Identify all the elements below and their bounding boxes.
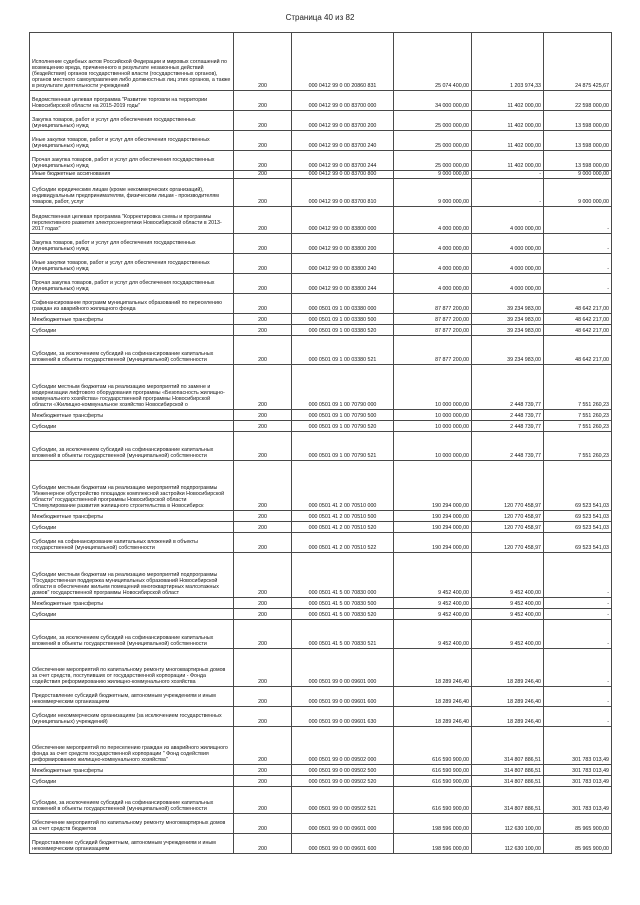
row-approved-cell: 9 452 400,00: [394, 553, 472, 598]
row-name-cell: Субсидии, за исключением субсидий на софинансирование капитальных вложений в объекты государственной (муниципальной) собственности: [30, 620, 234, 649]
row-budget-code-cell: 000 0412 99 0 00 83700 800: [292, 171, 394, 179]
row-approved-cell: 18 289 246,40: [394, 707, 472, 727]
row-executed-cell: 314 807 886,51: [472, 765, 544, 776]
row-line-code-cell: 200: [234, 111, 292, 131]
row-approved-cell: 18 289 246,40: [394, 687, 472, 707]
table-row: [30, 687, 612, 707]
row-name-cell: Субсидии, за исключением субсидий на софинансирование капитальных вложений в объекты государственной (муниципальной) собственности: [30, 787, 234, 814]
row-name-cell: Субсидии местным бюджетам на реализацию мероприятий подпрограммы "Инженерное обустройство площадок комплексной застройки Новосибирской области" государственной программы Новосибирской области "Стимулирование развития жилищного строительства в Новосибирск: [30, 461, 234, 511]
table-row: [30, 151, 612, 171]
row-budget-code-cell: 000 0501 41 2 00 70510 520: [292, 522, 394, 533]
row-budget-code-cell: 000 0501 09 1 00 70790 500: [292, 410, 394, 421]
row-approved-cell: 9 452 400,00: [394, 609, 472, 620]
row-budget-code-cell: 000 0501 09 1 00 03380 521: [292, 336, 394, 365]
row-line-code-cell: 200: [234, 522, 292, 533]
row-line-code-cell: 200: [234, 294, 292, 314]
row-approved-cell: 190 294 000,00: [394, 511, 472, 522]
row-unexecuted-cell: 48 642 217,00: [544, 336, 612, 365]
row-unexecuted-cell: -: [544, 274, 612, 294]
row-name-cell: Иные закупки товаров, работ и услуг для обеспечения государственных (муниципальных) нужд: [30, 131, 234, 151]
table-row: [30, 294, 612, 314]
row-budget-code-cell: 000 0412 99 0 00 83800 200: [292, 234, 394, 254]
row-budget-code-cell: 000 0501 99 0 00 09502 520: [292, 776, 394, 787]
row-executed-cell: 9 452 400,00: [472, 553, 544, 598]
row-executed-cell: -: [472, 179, 544, 207]
row-unexecuted-cell: 69 523 541,03: [544, 522, 612, 533]
row-approved-cell: 25 000 000,00: [394, 131, 472, 151]
table-row: [30, 410, 612, 421]
row-line-code-cell: 200: [234, 410, 292, 421]
row-executed-cell: 39 234 983,00: [472, 325, 544, 336]
row-name-cell: Обеспечение мероприятий по капитальному ремонту многоквартирных домов за счет средств, поступивших от государственной корпорации - Фонда содействия реформированию жилищно-коммунального хозяйства: [30, 649, 234, 687]
row-approved-cell: 616 590 900,00: [394, 776, 472, 787]
row-approved-cell: 4 000 000,00: [394, 274, 472, 294]
row-line-code-cell: 200: [234, 314, 292, 325]
row-executed-cell: 39 234 983,00: [472, 294, 544, 314]
row-approved-cell: 198 596 000,00: [394, 814, 472, 834]
row-name-cell: Субсидии: [30, 522, 234, 533]
row-name-cell: Субсидии, за исключением субсидий на софинансирование капитальных вложений в объекты государственной (муниципальной) собственности: [30, 432, 234, 461]
table-row: [30, 461, 612, 511]
row-line-code-cell: 200: [234, 336, 292, 365]
row-line-code-cell: 200: [234, 254, 292, 274]
row-executed-cell: 120 770 458,97: [472, 511, 544, 522]
row-name-cell: Субсидии: [30, 421, 234, 432]
row-line-code-cell: 200: [234, 649, 292, 687]
row-unexecuted-cell: 13 598 000,00: [544, 151, 612, 171]
row-unexecuted-cell: 22 598 000,00: [544, 91, 612, 111]
table-row: [30, 91, 612, 111]
row-line-code-cell: 200: [234, 511, 292, 522]
table-row: [30, 765, 612, 776]
row-unexecuted-cell: -: [544, 707, 612, 727]
row-line-code-cell: 200: [234, 179, 292, 207]
row-line-code-cell: 200: [234, 834, 292, 854]
table-row: [30, 598, 612, 609]
table-row: [30, 432, 612, 461]
row-approved-cell: 4 000 000,00: [394, 234, 472, 254]
row-budget-code-cell: 000 0501 99 0 00 09601 630: [292, 707, 394, 727]
table-row: [30, 522, 612, 533]
row-unexecuted-cell: 9 000 000,00: [544, 171, 612, 179]
row-unexecuted-cell: 301 783 013,49: [544, 727, 612, 765]
table-row: [30, 553, 612, 598]
page-number-label: Страница 40 из 82: [285, 13, 355, 22]
row-executed-cell: 4 000 000,00: [472, 234, 544, 254]
row-budget-code-cell: 000 0501 41 5 00 70830 500: [292, 598, 394, 609]
table-row: [30, 254, 612, 274]
row-approved-cell: 10 000 000,00: [394, 421, 472, 432]
row-approved-cell: 25 000 000,00: [394, 151, 472, 171]
row-name-cell: Исполнение судебных актов Российской Федерации и мировых соглашений по возмещению вреда, причиненного в результате незаконных действий (бездействия) органов государственной власти (государственных органов), органов местного самоуправления либо должностных лиц этих органов, а также в результате деятельности учреждений: [30, 33, 234, 91]
table-row: [30, 274, 612, 294]
row-executed-cell: 314 807 886,51: [472, 776, 544, 787]
row-name-cell: Закупка товаров, работ и услуг для обеспечения государственных (муниципальных) нужд: [30, 111, 234, 131]
row-unexecuted-cell: 69 523 541,03: [544, 511, 612, 522]
row-line-code-cell: 200: [234, 131, 292, 151]
row-name-cell: Субсидии местным бюджетам на реализацию мероприятий подпрограммы "Государственная поддержка муниципальных образований Новосибирской области в обеспечении жильем помещений многоквартирных малоэтажных домов" государственной программы Новосибирской област: [30, 553, 234, 598]
row-budget-code-cell: 000 0412 99 0 00 83700 200: [292, 111, 394, 131]
row-name-cell: Субсидии, за исключением субсидий на софинансирование капитальных вложений в объекты государственной (муниципальной) собственности: [30, 336, 234, 365]
row-budget-code-cell: 000 0501 41 2 00 70510 000: [292, 461, 394, 511]
row-line-code-cell: 200: [234, 171, 292, 179]
row-executed-cell: 1 203 974,33: [472, 33, 544, 91]
row-budget-code-cell: 000 0501 99 0 00 09601 000: [292, 649, 394, 687]
row-executed-cell: 112 630 100,00: [472, 834, 544, 854]
row-approved-cell: 616 590 900,00: [394, 787, 472, 814]
row-budget-code-cell: 000 0412 99 0 00 83800 000: [292, 207, 394, 234]
row-name-cell: Межбюджетные трансферты: [30, 511, 234, 522]
row-executed-cell: 9 452 400,00: [472, 609, 544, 620]
row-approved-cell: 616 590 900,00: [394, 727, 472, 765]
budget-execution-table: [29, 32, 612, 854]
table-row: [30, 314, 612, 325]
row-unexecuted-cell: 85 965 900,00: [544, 814, 612, 834]
row-line-code-cell: 200: [234, 553, 292, 598]
row-line-code-cell: 200: [234, 687, 292, 707]
row-unexecuted-cell: 48 642 217,00: [544, 294, 612, 314]
table-row: [30, 365, 612, 410]
row-name-cell: Иные закупки товаров, работ и услуг для обеспечения государственных (муниципальных) нужд: [30, 254, 234, 274]
table-row: [30, 727, 612, 765]
row-name-cell: Обеспечение мероприятий по капитальному ремонту многоквартирных домов за счет средств бюджетов: [30, 814, 234, 834]
table-row: [30, 171, 612, 179]
table-row: [30, 776, 612, 787]
row-executed-cell: 9 452 400,00: [472, 620, 544, 649]
row-approved-cell: 87 877 200,00: [394, 336, 472, 365]
table-row: [30, 787, 612, 814]
row-executed-cell: 314 807 886,51: [472, 787, 544, 814]
row-approved-cell: 9 452 400,00: [394, 598, 472, 609]
row-executed-cell: 112 630 100,00: [472, 814, 544, 834]
row-name-cell: Ведомственная целевая программа "Развитие торговли на территории Новосибирской области на 2015-2019 годы": [30, 91, 234, 111]
table-row: [30, 649, 612, 687]
row-executed-cell: 120 770 458,97: [472, 522, 544, 533]
row-unexecuted-cell: 13 598 000,00: [544, 131, 612, 151]
row-executed-cell: 120 770 458,97: [472, 461, 544, 511]
table-row: [30, 336, 612, 365]
row-executed-cell: 2 448 739,77: [472, 365, 544, 410]
table-row: [30, 111, 612, 131]
row-approved-cell: 616 590 900,00: [394, 765, 472, 776]
row-approved-cell: 9 000 000,00: [394, 179, 472, 207]
row-budget-code-cell: 000 0501 41 2 00 70510 500: [292, 511, 394, 522]
row-approved-cell: 4 000 000,00: [394, 254, 472, 274]
row-budget-code-cell: 000 0412 99 0 00 83800 244: [292, 274, 394, 294]
row-line-code-cell: 200: [234, 421, 292, 432]
table-row: [30, 421, 612, 432]
row-executed-cell: -: [472, 171, 544, 179]
row-unexecuted-cell: 7 551 260,23: [544, 365, 612, 410]
row-approved-cell: 190 294 000,00: [394, 522, 472, 533]
row-unexecuted-cell: -: [544, 207, 612, 234]
row-name-cell: Межбюджетные трансферты: [30, 314, 234, 325]
row-budget-code-cell: 000 0501 09 1 00 03380 520: [292, 325, 394, 336]
row-name-cell: Межбюджетные трансферты: [30, 765, 234, 776]
row-line-code-cell: 200: [234, 274, 292, 294]
row-budget-code-cell: 000 0501 99 0 00 09502 500: [292, 765, 394, 776]
row-name-cell: Субсидии юридическим лицам (кроме некоммерческих организаций), индивидуальным предпринимателям, физическим лицам - производителям товаров, работ, услуг: [30, 179, 234, 207]
row-budget-code-cell: 000 0501 09 1 00 03380 000: [292, 294, 394, 314]
row-approved-cell: 87 877 200,00: [394, 314, 472, 325]
row-budget-code-cell: 000 0412 99 0 00 83700 244: [292, 151, 394, 171]
row-executed-cell: 2 448 739,77: [472, 410, 544, 421]
row-approved-cell: 87 877 200,00: [394, 294, 472, 314]
row-name-cell: Межбюджетные трансферты: [30, 598, 234, 609]
table-row: [30, 511, 612, 522]
row-name-cell: Субсидии: [30, 776, 234, 787]
row-budget-code-cell: 000 0501 41 2 00 70510 522: [292, 533, 394, 553]
row-unexecuted-cell: -: [544, 553, 612, 598]
row-line-code-cell: 200: [234, 461, 292, 511]
table-row: [30, 207, 612, 234]
row-executed-cell: 11 402 000,00: [472, 131, 544, 151]
row-approved-cell: 10 000 000,00: [394, 432, 472, 461]
row-budget-code-cell: 000 0501 99 0 00 09601 600: [292, 687, 394, 707]
row-unexecuted-cell: -: [544, 254, 612, 274]
row-approved-cell: 9 452 400,00: [394, 620, 472, 649]
row-budget-code-cell: 000 0501 99 0 00 09601 600: [292, 834, 394, 854]
row-executed-cell: 39 234 983,00: [472, 336, 544, 365]
row-budget-code-cell: 000 0501 41 5 00 70830 000: [292, 553, 394, 598]
row-budget-code-cell: 000 0501 99 0 00 09502 000: [292, 727, 394, 765]
row-line-code-cell: 200: [234, 151, 292, 171]
row-unexecuted-cell: 301 783 013,49: [544, 765, 612, 776]
table-row: [30, 620, 612, 649]
row-line-code-cell: 200: [234, 91, 292, 111]
row-unexecuted-cell: 85 965 900,00: [544, 834, 612, 854]
row-unexecuted-cell: 9 000 000,00: [544, 179, 612, 207]
row-line-code-cell: 200: [234, 620, 292, 649]
row-line-code-cell: 200: [234, 707, 292, 727]
row-name-cell: Обеспечение мероприятий по переселению граждан из аварийного жилищного фонда за счет средств государственной корпорации " Фонд содействия реформированию жилищно-коммунального хозяйства": [30, 727, 234, 765]
row-line-code-cell: 200: [234, 207, 292, 234]
row-executed-cell: 9 452 400,00: [472, 598, 544, 609]
row-budget-code-cell: 000 0501 41 5 00 70830 520: [292, 609, 394, 620]
row-executed-cell: 2 448 739,77: [472, 421, 544, 432]
row-line-code-cell: 200: [234, 727, 292, 765]
row-executed-cell: 18 289 246,40: [472, 687, 544, 707]
table-row: [30, 814, 612, 834]
row-approved-cell: 25 000 000,00: [394, 111, 472, 131]
row-name-cell: Субсидии: [30, 325, 234, 336]
table-row: [30, 33, 612, 91]
row-line-code-cell: 200: [234, 765, 292, 776]
row-approved-cell: 25 074 400,00: [394, 33, 472, 91]
table-row: [30, 533, 612, 553]
row-name-cell: Иные бюджетные ассигнования: [30, 171, 234, 179]
row-budget-code-cell: 000 0412 99 0 00 83800 240: [292, 254, 394, 274]
row-approved-cell: 190 294 000,00: [394, 461, 472, 511]
row-line-code-cell: 200: [234, 598, 292, 609]
row-unexecuted-cell: -: [544, 649, 612, 687]
row-executed-cell: 39 234 983,00: [472, 314, 544, 325]
row-name-cell: Прочая закупка товаров, работ и услуг для обеспечения государственных (муниципальных) нужд: [30, 274, 234, 294]
table-row: [30, 325, 612, 336]
row-unexecuted-cell: 7 551 260,23: [544, 432, 612, 461]
row-unexecuted-cell: -: [544, 620, 612, 649]
row-budget-code-cell: 000 0501 99 0 00 09502 521: [292, 787, 394, 814]
row-unexecuted-cell: 48 642 217,00: [544, 314, 612, 325]
table-row: [30, 234, 612, 254]
table-row: [30, 834, 612, 854]
row-unexecuted-cell: 7 551 260,23: [544, 421, 612, 432]
row-unexecuted-cell: 7 551 260,23: [544, 410, 612, 421]
row-executed-cell: 120 770 458,97: [472, 533, 544, 553]
row-budget-code-cell: 000 0412 99 0 00 83700 240: [292, 131, 394, 151]
row-name-cell: Ведомственная целевая программа "Корректировка схемы и программы перспективного развития электроэнергетики Новосибирской области в 2013-2017 годах": [30, 207, 234, 234]
table-row: [30, 131, 612, 151]
row-unexecuted-cell: 13 598 000,00: [544, 111, 612, 131]
row-approved-cell: 10 000 000,00: [394, 365, 472, 410]
row-approved-cell: 190 294 000,00: [394, 533, 472, 553]
row-unexecuted-cell: 24 875 425,67: [544, 33, 612, 91]
row-line-code-cell: 200: [234, 609, 292, 620]
row-name-cell: Субсидии некоммерческим организациям (за исключением государственных (муниципальных) учреждений): [30, 707, 234, 727]
row-unexecuted-cell: 301 783 013,49: [544, 776, 612, 787]
row-executed-cell: 11 402 000,00: [472, 91, 544, 111]
row-approved-cell: 18 289 246,40: [394, 649, 472, 687]
row-budget-code-cell: 000 0501 09 1 00 70790 520: [292, 421, 394, 432]
row-unexecuted-cell: 69 523 541,03: [544, 533, 612, 553]
row-line-code-cell: 200: [234, 234, 292, 254]
row-budget-code-cell: 000 0412 99 0 00 83700 810: [292, 179, 394, 207]
row-name-cell: Закупка товаров, работ и услуг для обеспечения государственных (муниципальных) нужд: [30, 234, 234, 254]
row-approved-cell: 198 596 000,00: [394, 834, 472, 854]
row-name-cell: Предоставление субсидий бюджетным, автономным учреждениям и иным некоммерческим организациям: [30, 687, 234, 707]
row-line-code-cell: 200: [234, 776, 292, 787]
row-approved-cell: 34 000 000,00: [394, 91, 472, 111]
row-unexecuted-cell: -: [544, 609, 612, 620]
row-executed-cell: 4 000 000,00: [472, 207, 544, 234]
table-row: [30, 707, 612, 727]
row-line-code-cell: 200: [234, 325, 292, 336]
row-name-cell: Субсидии: [30, 609, 234, 620]
row-executed-cell: 11 402 000,00: [472, 151, 544, 171]
row-name-cell: Субсидии на софинансирование капитальных вложений в объекты государственной (муниципальной) собственности: [30, 533, 234, 553]
row-executed-cell: 2 448 739,77: [472, 432, 544, 461]
row-line-code-cell: 200: [234, 533, 292, 553]
row-unexecuted-cell: 48 642 217,00: [544, 325, 612, 336]
row-executed-cell: 4 000 000,00: [472, 254, 544, 274]
row-unexecuted-cell: -: [544, 687, 612, 707]
row-budget-code-cell: 000 0501 41 5 00 70830 521: [292, 620, 394, 649]
row-budget-code-cell: 000 0412 99 0 00 83700 000: [292, 91, 394, 111]
row-budget-code-cell: 000 0501 09 1 00 70790 521: [292, 432, 394, 461]
table-row: [30, 609, 612, 620]
row-line-code-cell: 200: [234, 33, 292, 91]
row-budget-code-cell: 000 0501 09 1 00 03380 500: [292, 314, 394, 325]
row-executed-cell: 11 402 000,00: [472, 111, 544, 131]
row-executed-cell: 4 000 000,00: [472, 274, 544, 294]
row-line-code-cell: 200: [234, 365, 292, 410]
row-line-code-cell: 200: [234, 814, 292, 834]
row-unexecuted-cell: -: [544, 234, 612, 254]
row-unexecuted-cell: -: [544, 598, 612, 609]
row-executed-cell: 314 807 886,51: [472, 727, 544, 765]
row-budget-code-cell: 000 0501 09 1 00 70790 000: [292, 365, 394, 410]
row-approved-cell: 9 000 000,00: [394, 171, 472, 179]
table-row: [30, 179, 612, 207]
row-name-cell: Межбюджетные трансферты: [30, 410, 234, 421]
row-budget-code-cell: 000 0412 99 0 00 20860 831: [292, 33, 394, 91]
row-name-cell: Прочая закупка товаров, работ и услуг для обеспечения государственных (муниципальных) нужд: [30, 151, 234, 171]
row-executed-cell: 18 289 246,40: [472, 649, 544, 687]
row-name-cell: Субсидии местным бюджетам на реализацию мероприятий по замене и модернизации лифтового оборудования программы «Безопасность жилищно-коммунального хозяйства» государственной программы Новосибирской области «Жилищно-коммунальное хозяйство Новосибирской о: [30, 365, 234, 410]
row-name-cell: Софинансирование программ муниципальных образований по переселению граждан из аварийного жилищного фонда: [30, 294, 234, 314]
row-unexecuted-cell: 69 523 541,03: [544, 461, 612, 511]
row-approved-cell: 10 000 000,00: [394, 410, 472, 421]
row-line-code-cell: 200: [234, 787, 292, 814]
row-approved-cell: 4 000 000,00: [394, 207, 472, 234]
row-approved-cell: 87 877 200,00: [394, 325, 472, 336]
row-budget-code-cell: 000 0501 99 0 00 09601 000: [292, 814, 394, 834]
row-line-code-cell: 200: [234, 432, 292, 461]
row-executed-cell: 18 289 246,40: [472, 707, 544, 727]
row-unexecuted-cell: 301 783 013,49: [544, 787, 612, 814]
row-name-cell: Предоставление субсидий бюджетным, автономным учреждениям и иным некоммерческим организациям: [30, 834, 234, 854]
